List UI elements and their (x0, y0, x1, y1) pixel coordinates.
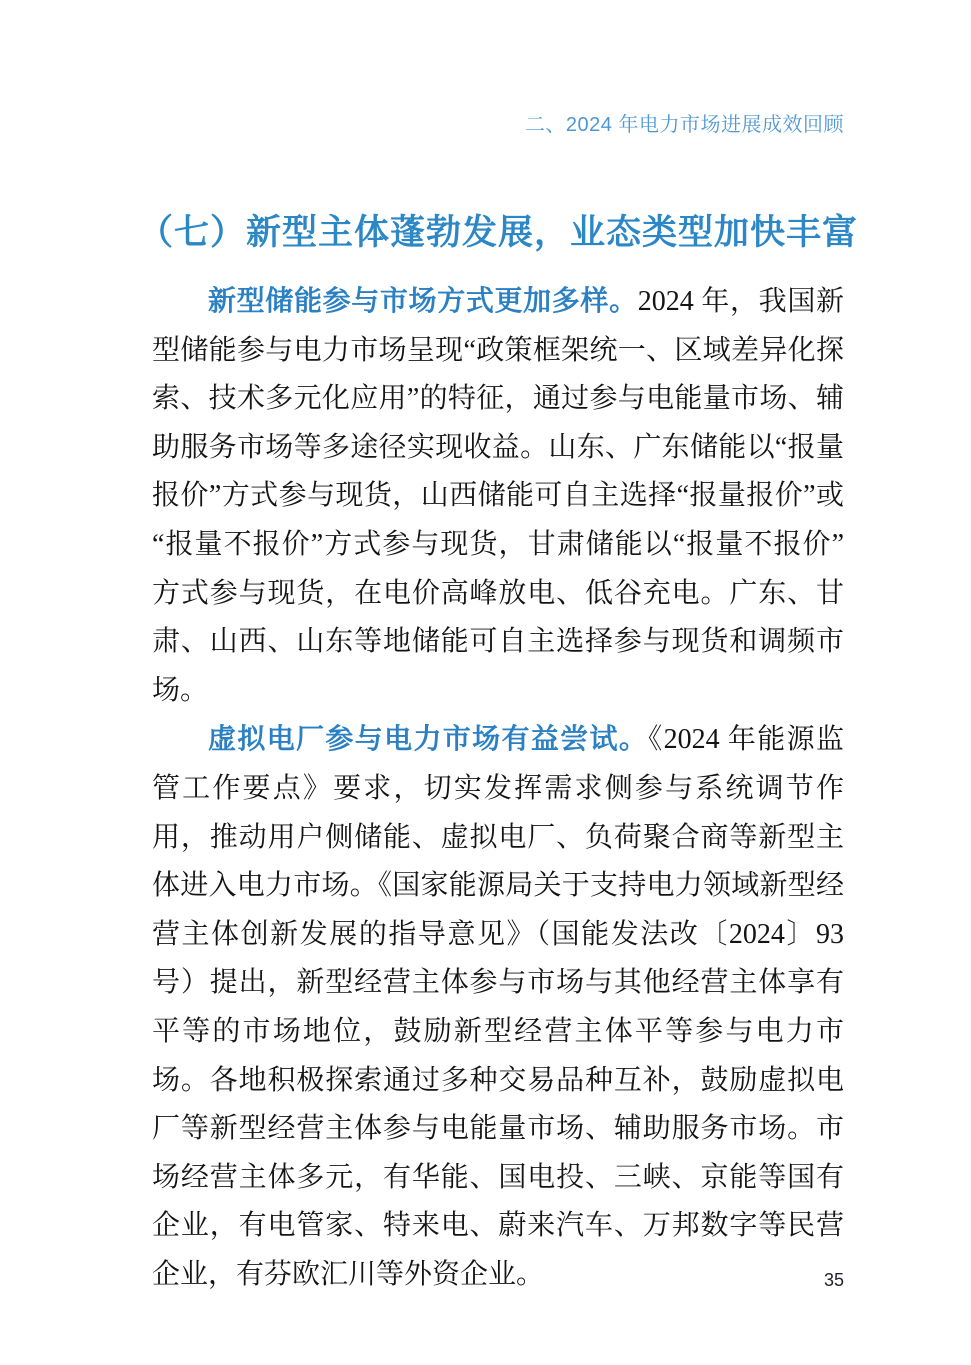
paragraph-1-lead: 新型储能参与市场方式更加多样。 (208, 285, 638, 316)
paragraph-1 (152, 277, 844, 715)
section-title: （七）新型主体蓬勃发展，业态类型加快丰富 (137, 213, 858, 252)
page-number: 35 (823, 1270, 844, 1290)
paragraph-2-lead: 虚拟电厂参与电力市场有益尝试。 (208, 723, 649, 755)
paragraph-2 (152, 715, 844, 1299)
running-header: 二、2024 年电力市场进展成效回顾 (524, 114, 844, 136)
paragraph-2-body: 《2024 年能源监管工作要点》要求，切实发挥需求侧参与系统调节作用，推动用户侧储能、虚拟电厂、负荷聚合商等新型主体进入电力市场。《国家能源局关于支持电力领域新型经营主体创新发展的指导意见》（国能发法改〔2024〕93 号）提出，新型经营主体参与市场与其他经营主体享有平等的市场地位，鼓励新型经营主体平等参与电力市场。各地积极探索通过多种交易品种互补，鼓励虚拟电厂等新型经营主体参与电能量市场、辅助服务市场。市场经营主体多元，有华能、国电投、三峡、京能等国有企业，有电管家、特来电、蔚来汽车、万邦数字等民营企业，有芬欧汇川等外资企业。 (152, 724, 844, 1290)
paragraph-1-body: 2024 年，我国新型储能参与电力市场呈现“政策框架统一、区域差异化探索、技术多元化应用”的特征，通过参与电能量市场、辅助服务市场等多途径实现收益。山东、广东储能以“报量报价”方式参与现货，山西储能可自主选择“报量报价”或“报量不报价”方式参与现货，甘肃储能以“报量不报价”方式参与现货，在电价高峰放电、低谷充电。广东、甘肃、山西、山东等地储能可自主选择参与现货和调频市场。 (152, 286, 844, 706)
body-content (152, 277, 844, 1299)
